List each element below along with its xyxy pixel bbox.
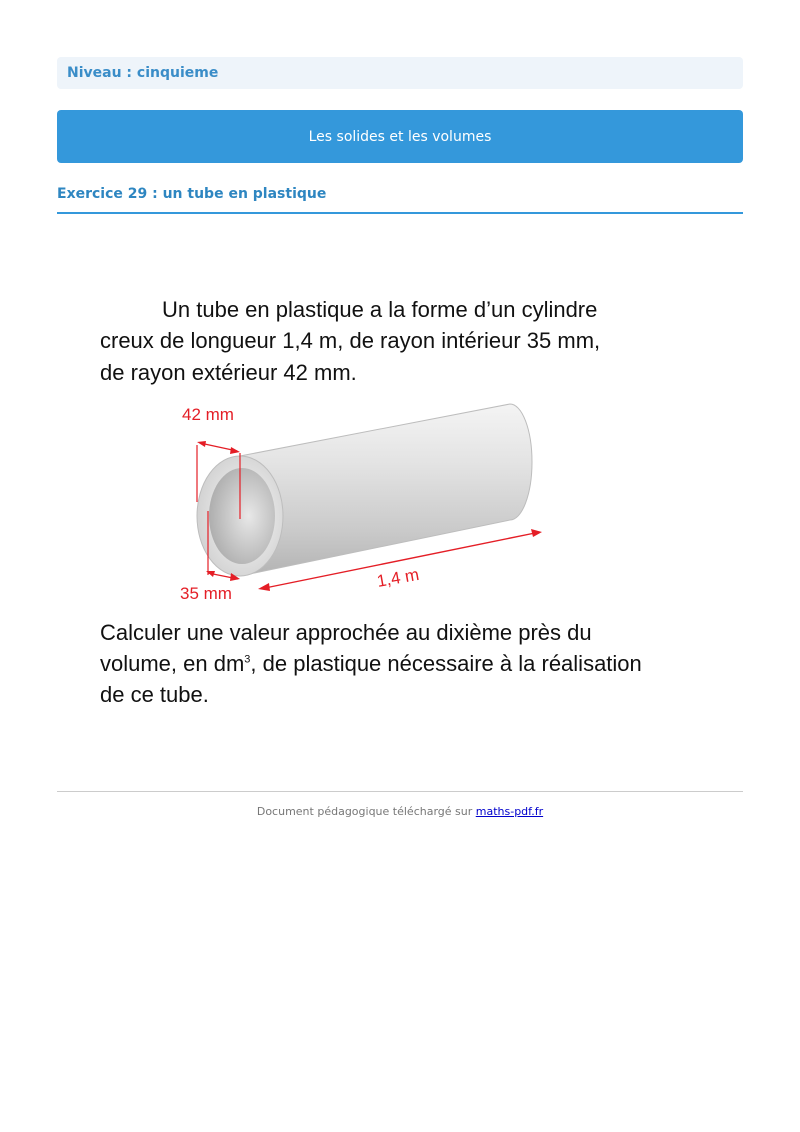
length-label: 1,4 m: [375, 564, 421, 591]
tube-figure: [170, 395, 590, 610]
exercise-title: Exercice 29 : un tube en plastique: [57, 186, 327, 202]
footer-text: Document pédagogique téléchargé sur: [256, 805, 476, 818]
question-line-2-end: , de plastique nécessaire à la réalisation: [250, 651, 642, 676]
question-line-2-start: volume, en dm: [100, 651, 245, 676]
inner-radius-label: 35 mm: [180, 584, 232, 603]
question-line-1: Calculer une valeur approchée au dixième près du: [100, 620, 592, 645]
tube-shape: [197, 404, 532, 576]
exercise-title-rule: [57, 212, 743, 214]
statement-line-1: Un tube en plastique a la forme d’un cylindre: [162, 297, 598, 322]
footer-link[interactable]: maths-pdf.fr: [475, 805, 544, 818]
statement-line-2: creux de longueur 1,4 m, de rayon intérieur 35 mm,: [100, 328, 601, 353]
level-label: Niveau : cinquieme: [67, 65, 219, 81]
chapter-banner: [57, 110, 743, 163]
footer: [0, 805, 800, 818]
volume-unit-exponent: 3: [244, 653, 251, 666]
level-box: [57, 57, 743, 89]
footer-rule: [57, 791, 743, 792]
question-line-2: [100, 651, 642, 677]
outer-radius-label: 42 mm: [182, 405, 234, 424]
question-line-3: de ce tube.: [100, 682, 209, 707]
chapter-title: Les solides et les volumes: [308, 128, 492, 145]
statement-line-3: de rayon extérieur 42 mm.: [100, 360, 357, 385]
